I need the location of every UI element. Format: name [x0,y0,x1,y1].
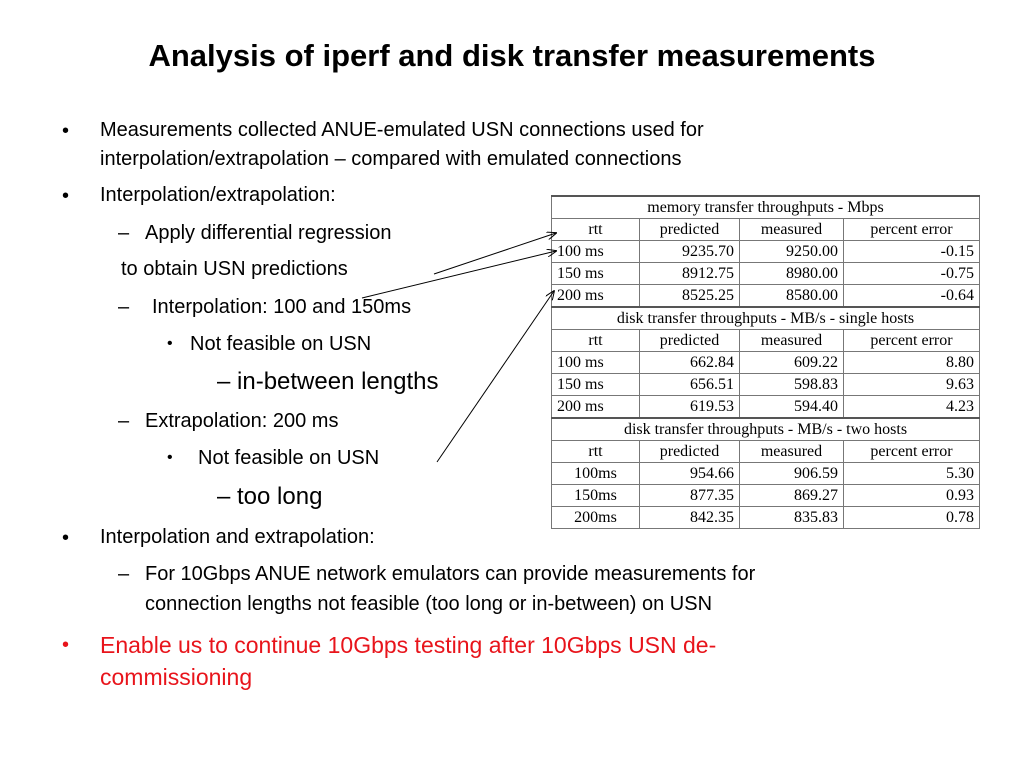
dash-icon: – [118,410,130,432]
bullet-icon: • [62,120,70,142]
column-header: measured [740,330,844,352]
table-cell: 869.27 [740,485,844,507]
table-cell: 100 ms [552,352,640,374]
arrow-interpolation [362,251,556,298]
sub-4-line-2: connection lengths not feasible (too long or in-between) on USN [145,593,713,615]
table-cell: 0.93 [844,485,980,507]
table-cell: 609.22 [740,352,844,374]
bullet-3-text: Interpolation and extrapolation: [100,526,375,548]
column-header: measured [740,219,844,241]
bullet-icon: • [167,449,173,466]
column-header: percent error [844,219,980,241]
table-cell: 8980.00 [740,263,844,285]
sub-1-line-2: to obtain USN predictions [121,258,348,280]
table-cell: 8.80 [844,352,980,374]
column-header: percent error [844,330,980,352]
bullet-4-line-1: Enable us to continue 10Gbps testing after 10Gbps USN de- [100,632,717,658]
table-cell: 619.53 [640,396,740,419]
table-cell: 9.63 [844,374,980,396]
table-cell: 8525.25 [640,285,740,308]
bullet-icon: • [62,527,70,549]
table-cell: 150 ms [552,263,640,285]
table-cell: 200 ms [552,285,640,308]
table-cell: 8912.75 [640,263,740,285]
table-cell: -0.64 [844,285,980,308]
table-cell: 8580.00 [740,285,844,308]
table-cell: 594.40 [740,396,844,419]
table-cell: 842.35 [640,507,740,529]
sub-1-line-1: Apply differential regression [145,222,392,244]
table-section-title: disk transfer throughputs - MB/s - single hosts [552,307,980,330]
table-cell: 656.51 [640,374,740,396]
sub-2-subsub-text: – in-between lengths [217,368,439,395]
column-header: rtt [552,219,640,241]
table-cell: 9250.00 [740,241,844,263]
column-header: rtt [552,330,640,352]
arrow-regression [434,233,556,274]
dash-icon: – [118,563,130,585]
column-header: measured [740,441,844,463]
table-cell: 100 ms [552,241,640,263]
table-cell: 4.23 [844,396,980,419]
table-cell: -0.15 [844,241,980,263]
column-header: percent error [844,441,980,463]
table-section-title: disk transfer throughputs - MB/s - two hosts [552,418,980,441]
column-header: predicted [640,219,740,241]
table-cell: 100ms [552,463,640,485]
bullet-2-text: Interpolation/extrapolation: [100,184,336,206]
table-cell: 598.83 [740,374,844,396]
bullet-1-line-2: interpolation/extrapolation – compared with emulated connections [100,148,682,170]
column-header: predicted [640,330,740,352]
dash-icon: – [118,296,130,318]
bullet-1-line-1: Measurements collected ANUE-emulated USN connections used for [100,119,704,141]
bullet-icon: • [167,335,173,352]
table-cell: 200 ms [552,396,640,419]
bullet-4-line-2: commissioning [100,664,253,690]
sub-3-subsub-text: – too long [217,483,323,510]
sub-2-sub-text: Not feasible on USN [190,333,372,355]
sub-2-text: Interpolation: 100 and 150ms [152,296,412,318]
table-section-title: memory transfer throughputs - Mbps [552,196,980,219]
column-header: predicted [640,441,740,463]
table-cell: 877.35 [640,485,740,507]
table-cell: 835.83 [740,507,844,529]
table-cell: -0.75 [844,263,980,285]
table-cell: 0.78 [844,507,980,529]
table-cell: 954.66 [640,463,740,485]
bullet-icon: • [62,634,70,656]
sub-4-line-1: For 10Gbps ANUE network emulators can provide measurements for [145,563,756,585]
table-cell: 906.59 [740,463,844,485]
sub-3-sub-text: Not feasible on USN [198,447,380,469]
table-cell: 662.84 [640,352,740,374]
table-cell: 9235.70 [640,241,740,263]
table-cell: 150ms [552,485,640,507]
sub-3-text: Extrapolation: 200 ms [145,410,339,432]
column-header: rtt [552,441,640,463]
arrow-extrapolation [437,291,554,462]
bullet-icon: • [62,185,70,207]
slide-title: Analysis of iperf and disk transfer measurements [148,38,876,73]
dash-icon: – [118,222,130,244]
table-cell: 5.30 [844,463,980,485]
table-cell: 200ms [552,507,640,529]
table-cell: 150 ms [552,374,640,396]
